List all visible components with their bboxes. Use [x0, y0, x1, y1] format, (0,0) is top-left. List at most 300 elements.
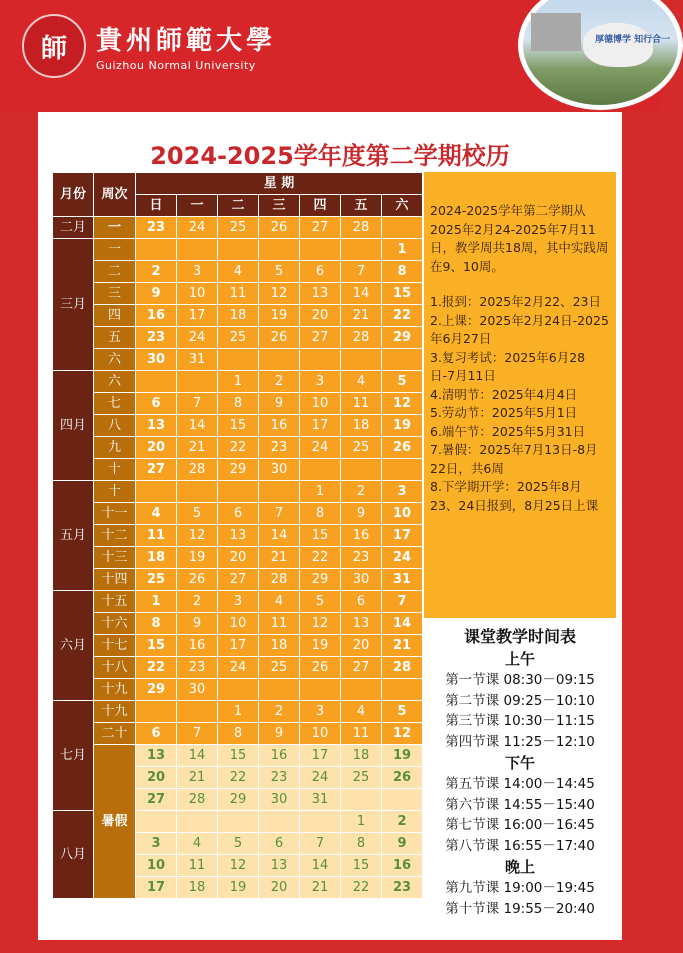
day-cell: 4	[177, 833, 218, 855]
day-cell: 24	[218, 657, 259, 679]
week-number-cell: 七	[94, 393, 136, 415]
day-cell: 15	[300, 525, 341, 547]
day-cell: 11	[341, 723, 382, 745]
calendar-row	[53, 283, 423, 305]
day-cell: 15	[218, 415, 259, 437]
weekday-header: 二	[218, 195, 259, 217]
day-cell: 22	[136, 657, 177, 679]
week-number-cell: 十	[94, 481, 136, 503]
day-cell: 14	[259, 525, 300, 547]
day-cell: 30	[259, 459, 300, 481]
day-cell: 2	[341, 481, 382, 503]
week-column-header: 周次	[94, 173, 136, 217]
calendar-row	[53, 657, 423, 679]
day-cell	[177, 371, 218, 393]
weekday-header: 日	[136, 195, 177, 217]
day-cell: 28	[177, 459, 218, 481]
calendar-row	[53, 745, 423, 767]
day-cell: 23	[177, 657, 218, 679]
day-cell	[300, 811, 341, 833]
week-number-cell: 十九	[94, 701, 136, 723]
week-number-cell: 六	[94, 349, 136, 371]
day-cell	[218, 349, 259, 371]
month-cell-jul: 七月	[53, 701, 94, 811]
day-cell: 21	[341, 305, 382, 327]
semester-info	[424, 172, 616, 618]
day-cell: 18	[136, 547, 177, 569]
day-cell: 18	[341, 415, 382, 437]
calendar-table	[52, 172, 423, 899]
day-cell: 26	[177, 569, 218, 591]
day-cell: 23	[382, 877, 423, 899]
info-item: 4.清明节：2025年4月4日	[430, 386, 578, 402]
day-cell: 20	[136, 437, 177, 459]
day-cell	[177, 481, 218, 503]
day-cell: 31	[382, 569, 423, 591]
calendar-row	[53, 701, 423, 723]
day-cell: 11	[136, 525, 177, 547]
schedule-title: 课堂教学时间表	[463, 627, 576, 646]
day-cell: 20	[259, 877, 300, 899]
day-cell: 7	[259, 503, 300, 525]
day-cell: 25	[341, 437, 382, 459]
day-cell: 22	[218, 767, 259, 789]
week-number-cell: 十三	[94, 547, 136, 569]
schedule-row: 第八节课 16:55－17:40	[445, 837, 595, 854]
week-number-cell: 九	[94, 437, 136, 459]
day-cell: 10	[382, 503, 423, 525]
week-number-cell: 十九	[94, 679, 136, 701]
calendar-row	[53, 481, 423, 503]
day-cell: 11	[341, 393, 382, 415]
day-cell: 24	[300, 767, 341, 789]
day-cell: 11	[177, 855, 218, 877]
day-cell: 6	[218, 503, 259, 525]
day-cell: 4	[136, 503, 177, 525]
day-cell	[382, 789, 423, 811]
day-cell: 23	[341, 547, 382, 569]
day-cell: 24	[382, 547, 423, 569]
day-cell	[382, 217, 423, 239]
day-cell: 3	[300, 371, 341, 393]
day-cell: 2	[177, 591, 218, 613]
day-cell: 20	[218, 547, 259, 569]
day-cell: 13	[259, 855, 300, 877]
info-item: 1.报到：2025年2月22、23日	[430, 294, 602, 309]
day-cell: 9	[382, 833, 423, 855]
day-cell: 14	[177, 745, 218, 767]
info-item: 6.端午节：2025年5月31日	[430, 423, 586, 439]
week-number-cell: 十六	[94, 613, 136, 635]
day-cell: 28	[177, 789, 218, 811]
week-number-cell: 二	[94, 261, 136, 283]
calendar-row	[53, 503, 423, 525]
day-cell: 18	[341, 745, 382, 767]
day-cell	[382, 349, 423, 371]
day-cell: 5	[177, 503, 218, 525]
day-cell	[136, 481, 177, 503]
day-cell	[300, 679, 341, 701]
day-cell: 13	[136, 415, 177, 437]
day-cell: 9	[341, 503, 382, 525]
day-cell: 4	[341, 701, 382, 723]
day-cell	[341, 349, 382, 371]
school-seal-icon: 師	[22, 14, 86, 78]
day-cell	[382, 679, 423, 701]
info-item: 3.复习考试：2025年6月28日-7月11日	[430, 349, 586, 383]
month-cell-jun: 六月	[53, 591, 94, 701]
month-cell-may: 五月	[53, 481, 94, 591]
day-cell: 31	[177, 349, 218, 371]
day-cell: 6	[136, 723, 177, 745]
week-number-cell: 一	[94, 217, 136, 239]
day-cell: 26	[300, 657, 341, 679]
period-evening: 晚上	[504, 858, 535, 876]
week-number-cell: 八	[94, 415, 136, 437]
month-cell-aug: 八月	[53, 811, 94, 899]
weekday-group-header: 星 期	[136, 173, 423, 195]
day-cell: 2	[259, 701, 300, 723]
day-cell: 28	[382, 657, 423, 679]
day-cell	[136, 701, 177, 723]
calendar-row	[53, 525, 423, 547]
day-cell: 6	[136, 393, 177, 415]
day-cell: 27	[218, 569, 259, 591]
day-cell: 17	[300, 745, 341, 767]
day-cell: 25	[218, 327, 259, 349]
day-cell: 19	[259, 305, 300, 327]
day-cell: 23	[259, 767, 300, 789]
day-cell: 30	[259, 789, 300, 811]
day-cell: 15	[136, 635, 177, 657]
day-cell: 10	[300, 393, 341, 415]
day-cell: 11	[259, 613, 300, 635]
day-cell	[259, 239, 300, 261]
schedule-row: 第七节课 16:00－16:45	[445, 817, 595, 833]
calendar-row	[53, 437, 423, 459]
day-cell: 8	[136, 613, 177, 635]
day-cell: 4	[218, 261, 259, 283]
day-cell: 8	[218, 393, 259, 415]
day-cell: 7	[177, 393, 218, 415]
day-cell: 5	[259, 261, 300, 283]
day-cell: 6	[341, 591, 382, 613]
day-cell: 24	[300, 437, 341, 459]
day-cell: 26	[382, 437, 423, 459]
day-cell: 23	[136, 217, 177, 239]
day-cell: 18	[259, 635, 300, 657]
week-number-cell: 十二	[94, 525, 136, 547]
schedule-row: 第二节课 09:25－10:10	[445, 692, 595, 709]
day-cell: 31	[300, 789, 341, 811]
page-title: 2024-2025学年度第二学期校历	[150, 142, 510, 170]
day-cell: 9	[177, 613, 218, 635]
day-cell: 29	[382, 327, 423, 349]
day-cell: 17	[177, 305, 218, 327]
day-cell: 13	[300, 283, 341, 305]
day-cell: 3	[136, 833, 177, 855]
day-cell: 3	[218, 591, 259, 613]
day-cell: 14	[382, 613, 423, 635]
day-cell: 12	[259, 283, 300, 305]
schedule-row: 第十节课 19:55－20:40	[445, 900, 595, 917]
day-cell: 19	[218, 877, 259, 899]
day-cell	[218, 679, 259, 701]
day-cell: 5	[218, 833, 259, 855]
day-cell: 20	[300, 305, 341, 327]
day-cell	[341, 239, 382, 261]
week-number-cell: 六	[94, 371, 136, 393]
week-number-cell: 十八	[94, 657, 136, 679]
day-cell: 1	[136, 591, 177, 613]
day-cell: 28	[259, 569, 300, 591]
day-cell: 27	[300, 217, 341, 239]
day-cell: 22	[218, 437, 259, 459]
day-cell: 24	[177, 217, 218, 239]
day-cell: 27	[341, 657, 382, 679]
day-cell: 29	[218, 789, 259, 811]
day-cell: 23	[136, 327, 177, 349]
day-cell: 8	[218, 723, 259, 745]
day-cell: 12	[177, 525, 218, 547]
schedule-row: 第三节课 10:30－11:15	[445, 713, 595, 729]
day-cell: 13	[218, 525, 259, 547]
day-cell: 16	[177, 635, 218, 657]
day-cell: 30	[341, 569, 382, 591]
week-number-cell: 十七	[94, 635, 136, 657]
school-name-en: Guizhou Normal University	[96, 59, 256, 72]
day-cell: 8	[341, 833, 382, 855]
day-cell	[136, 371, 177, 393]
day-cell: 25	[218, 217, 259, 239]
period-afternoon: 下午	[504, 754, 535, 772]
day-cell: 1	[341, 811, 382, 833]
day-cell: 11	[218, 283, 259, 305]
day-cell: 22	[382, 305, 423, 327]
day-cell	[218, 239, 259, 261]
day-cell: 16	[259, 745, 300, 767]
day-cell: 29	[136, 679, 177, 701]
day-cell	[341, 679, 382, 701]
day-cell: 13	[136, 745, 177, 767]
week-number-cell: 五	[94, 327, 136, 349]
day-cell: 12	[382, 393, 423, 415]
calendar-row	[53, 591, 423, 613]
day-cell: 24	[177, 327, 218, 349]
month-cell-feb: 二月	[53, 217, 94, 239]
day-cell: 19	[382, 745, 423, 767]
day-cell: 28	[341, 327, 382, 349]
school-logo	[22, 14, 276, 78]
info-item: 5.劳动节：2025年5月1日	[430, 405, 578, 420]
weekday-header: 四	[300, 195, 341, 217]
day-cell: 15	[382, 283, 423, 305]
day-cell: 12	[218, 855, 259, 877]
day-cell: 25	[259, 657, 300, 679]
day-cell	[177, 811, 218, 833]
week-number-cell: 十四	[94, 569, 136, 591]
day-cell: 2	[382, 811, 423, 833]
day-cell: 25	[136, 569, 177, 591]
day-cell: 2	[136, 261, 177, 283]
day-cell: 27	[300, 327, 341, 349]
week-number-cell: 十五	[94, 591, 136, 613]
day-cell: 16	[136, 305, 177, 327]
day-cell: 18	[177, 877, 218, 899]
calendar-row	[53, 371, 423, 393]
day-cell: 15	[218, 745, 259, 767]
day-cell: 26	[259, 327, 300, 349]
day-cell: 17	[300, 415, 341, 437]
day-cell: 16	[341, 525, 382, 547]
day-cell	[259, 811, 300, 833]
header-banner	[0, 0, 671, 110]
day-cell: 23	[259, 437, 300, 459]
day-cell: 10	[300, 723, 341, 745]
day-cell: 7	[300, 833, 341, 855]
day-cell: 10	[218, 613, 259, 635]
day-cell: 19	[300, 635, 341, 657]
info-item: 2.上课：2025年2月24日-2025年6月27日	[430, 312, 609, 346]
day-cell: 27	[136, 459, 177, 481]
weekday-header: 三	[259, 195, 300, 217]
day-cell: 7	[382, 591, 423, 613]
calendar-row	[53, 459, 423, 481]
week-number-cell: 四	[94, 305, 136, 327]
school-name-cn: 貴州師範大學	[96, 26, 277, 56]
day-cell: 20	[136, 767, 177, 789]
campus-photo	[518, 0, 683, 110]
day-cell: 1	[300, 481, 341, 503]
day-cell: 1	[218, 371, 259, 393]
day-cell: 30	[177, 679, 218, 701]
calendar-row	[53, 569, 423, 591]
semester-intro: 2024-2025学年第二学期从2025年2月24-2025年7月11日，教学周共18周，其中实践周在9、10周。	[430, 203, 609, 274]
month-cell-apr: 四月	[53, 371, 94, 481]
day-cell: 9	[259, 393, 300, 415]
month-cell-mar: 三月	[53, 239, 94, 371]
schedule-row: 第五节课 14:00－14:45	[445, 776, 595, 792]
day-cell: 21	[177, 437, 218, 459]
day-cell	[136, 239, 177, 261]
info-item: 7.暑假：2025年7月13日-8月22日，共6周	[430, 442, 598, 476]
week-number-cell: 二十	[94, 723, 136, 745]
day-cell	[300, 239, 341, 261]
day-cell	[382, 459, 423, 481]
day-cell: 22	[341, 877, 382, 899]
day-cell: 1	[218, 701, 259, 723]
day-cell: 20	[341, 635, 382, 657]
calendar-row	[53, 679, 423, 701]
day-cell: 14	[177, 415, 218, 437]
day-cell: 8	[300, 503, 341, 525]
schedule-row: 第一节课 08:30－09:15	[445, 672, 595, 688]
calendar-card	[38, 112, 622, 940]
day-cell	[341, 789, 382, 811]
day-cell	[218, 481, 259, 503]
schedule-row: 第九节课 19:00－19:45	[445, 880, 595, 896]
day-cell: 5	[300, 591, 341, 613]
day-cell: 4	[341, 371, 382, 393]
calendar-row	[53, 217, 423, 239]
day-cell: 5	[382, 371, 423, 393]
day-cell	[218, 811, 259, 833]
calendar-row	[53, 415, 423, 437]
week-number-cell: 十	[94, 459, 136, 481]
day-cell: 8	[382, 261, 423, 283]
day-cell: 9	[259, 723, 300, 745]
schedule-row: 第四节课 11:25－12:10	[445, 733, 595, 750]
day-cell: 22	[300, 547, 341, 569]
day-cell: 17	[136, 877, 177, 899]
day-cell: 13	[341, 613, 382, 635]
day-cell: 19	[382, 415, 423, 437]
weekday-header: 六	[382, 195, 423, 217]
day-cell: 3	[300, 701, 341, 723]
day-cell: 21	[259, 547, 300, 569]
calendar-row	[53, 393, 423, 415]
weekday-header: 一	[177, 195, 218, 217]
day-cell: 28	[341, 217, 382, 239]
month-column-header: 月份	[53, 173, 94, 217]
day-cell: 21	[300, 877, 341, 899]
day-cell: 21	[177, 767, 218, 789]
day-cell	[300, 349, 341, 371]
period-morning: 上午	[504, 650, 535, 668]
calendar-row	[53, 723, 423, 745]
calendar-row	[53, 261, 423, 283]
day-cell: 3	[177, 261, 218, 283]
day-cell: 14	[300, 855, 341, 877]
day-cell: 19	[177, 547, 218, 569]
day-cell: 27	[136, 789, 177, 811]
day-cell: 17	[218, 635, 259, 657]
day-cell: 14	[341, 283, 382, 305]
class-schedule	[424, 620, 616, 919]
day-cell: 10	[177, 283, 218, 305]
day-cell: 4	[259, 591, 300, 613]
day-cell: 26	[382, 767, 423, 789]
summer-vacation-cell: 暑假	[94, 745, 136, 899]
day-cell: 15	[341, 855, 382, 877]
day-cell: 7	[341, 261, 382, 283]
day-cell: 7	[177, 723, 218, 745]
day-cell: 30	[136, 349, 177, 371]
day-cell: 26	[259, 217, 300, 239]
day-cell	[259, 349, 300, 371]
day-cell: 25	[341, 767, 382, 789]
day-cell: 16	[382, 855, 423, 877]
day-cell: 10	[136, 855, 177, 877]
day-cell	[177, 239, 218, 261]
day-cell: 9	[136, 283, 177, 305]
weekday-header: 五	[341, 195, 382, 217]
week-number-cell: 十一	[94, 503, 136, 525]
day-cell: 29	[300, 569, 341, 591]
calendar-row	[53, 635, 423, 657]
day-cell	[341, 459, 382, 481]
day-cell: 2	[259, 371, 300, 393]
day-cell: 6	[259, 833, 300, 855]
day-cell: 18	[218, 305, 259, 327]
day-cell	[177, 701, 218, 723]
calendar-row	[53, 349, 423, 371]
day-cell: 6	[300, 261, 341, 283]
day-cell: 3	[382, 481, 423, 503]
day-cell: 1	[382, 239, 423, 261]
schedule-row: 第六节课 14:55－15:40	[445, 796, 595, 813]
day-cell	[259, 679, 300, 701]
